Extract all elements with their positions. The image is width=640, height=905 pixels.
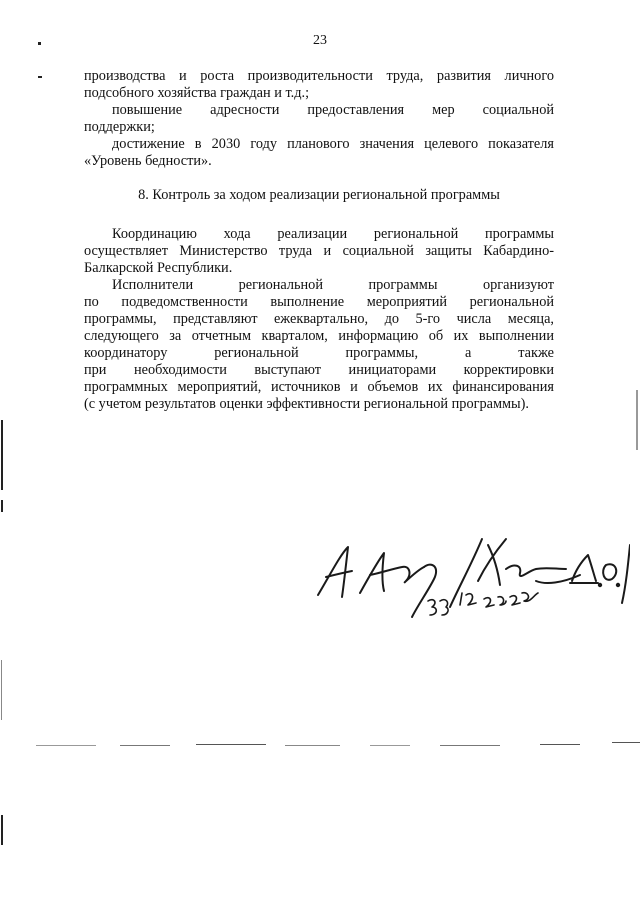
text-line: достижение в 2030 году планового значения целевого показателя (112, 136, 554, 152)
scan-line (370, 745, 410, 746)
paragraph-executors (84, 277, 554, 413)
text-line: следующего за отчетным кварталом, информацию об их выполнении (84, 328, 554, 344)
handwritten-signature (300, 525, 630, 625)
page-number: 23 (313, 33, 327, 48)
text-line: поддержки; (84, 119, 155, 135)
scan-line (285, 745, 340, 746)
text-line: (с учетом результатов оценки эффективности региональной программы). (84, 396, 529, 412)
text-line: Балкарской Республики. (84, 260, 233, 276)
scan-line (196, 744, 266, 745)
scan-line (540, 744, 580, 745)
scan-line (120, 745, 170, 746)
scan-mark (1, 815, 3, 845)
text-line: повышение адресности предоставления мер социальной (112, 102, 554, 118)
text-line: программы, представляют ежеквартально, до 5-го числа месяца, (84, 311, 554, 327)
text-line: Координацию хода реализации региональной программы (112, 226, 554, 242)
scan-line (612, 742, 640, 743)
scan-mark (1, 660, 2, 720)
section-heading: 8. Контроль за ходом реализации региональной программы (138, 187, 500, 203)
text-line: подсобного хозяйства граждан и т.д.; (84, 85, 310, 101)
text-line: координатору региональной программы, а также (84, 345, 554, 361)
text-line: Исполнители региональной программы организуют (112, 277, 554, 293)
scan-mark (38, 42, 41, 45)
scan-mark (38, 76, 42, 78)
scan-mark (1, 420, 3, 490)
text-line: по подведомственности выполнение мероприятий региональной (84, 294, 554, 310)
scan-line (440, 745, 500, 746)
text-line: «Уровень бедности». (84, 153, 212, 169)
continuation-text (84, 68, 554, 170)
text-line: производства и роста производительности труда, развития личного (84, 68, 554, 84)
text-line: осуществляет Министерство труда и социальной защиты Кабардино- (84, 243, 554, 259)
scan-mark (1, 500, 3, 512)
text-line: при необходимости выступают инициаторами корректировки (84, 362, 554, 378)
paragraph-coordination (84, 226, 554, 277)
scan-mark (636, 390, 638, 450)
scan-line (36, 745, 96, 746)
text-line: программных мероприятий, источников и объемов их финансирования (84, 379, 554, 395)
